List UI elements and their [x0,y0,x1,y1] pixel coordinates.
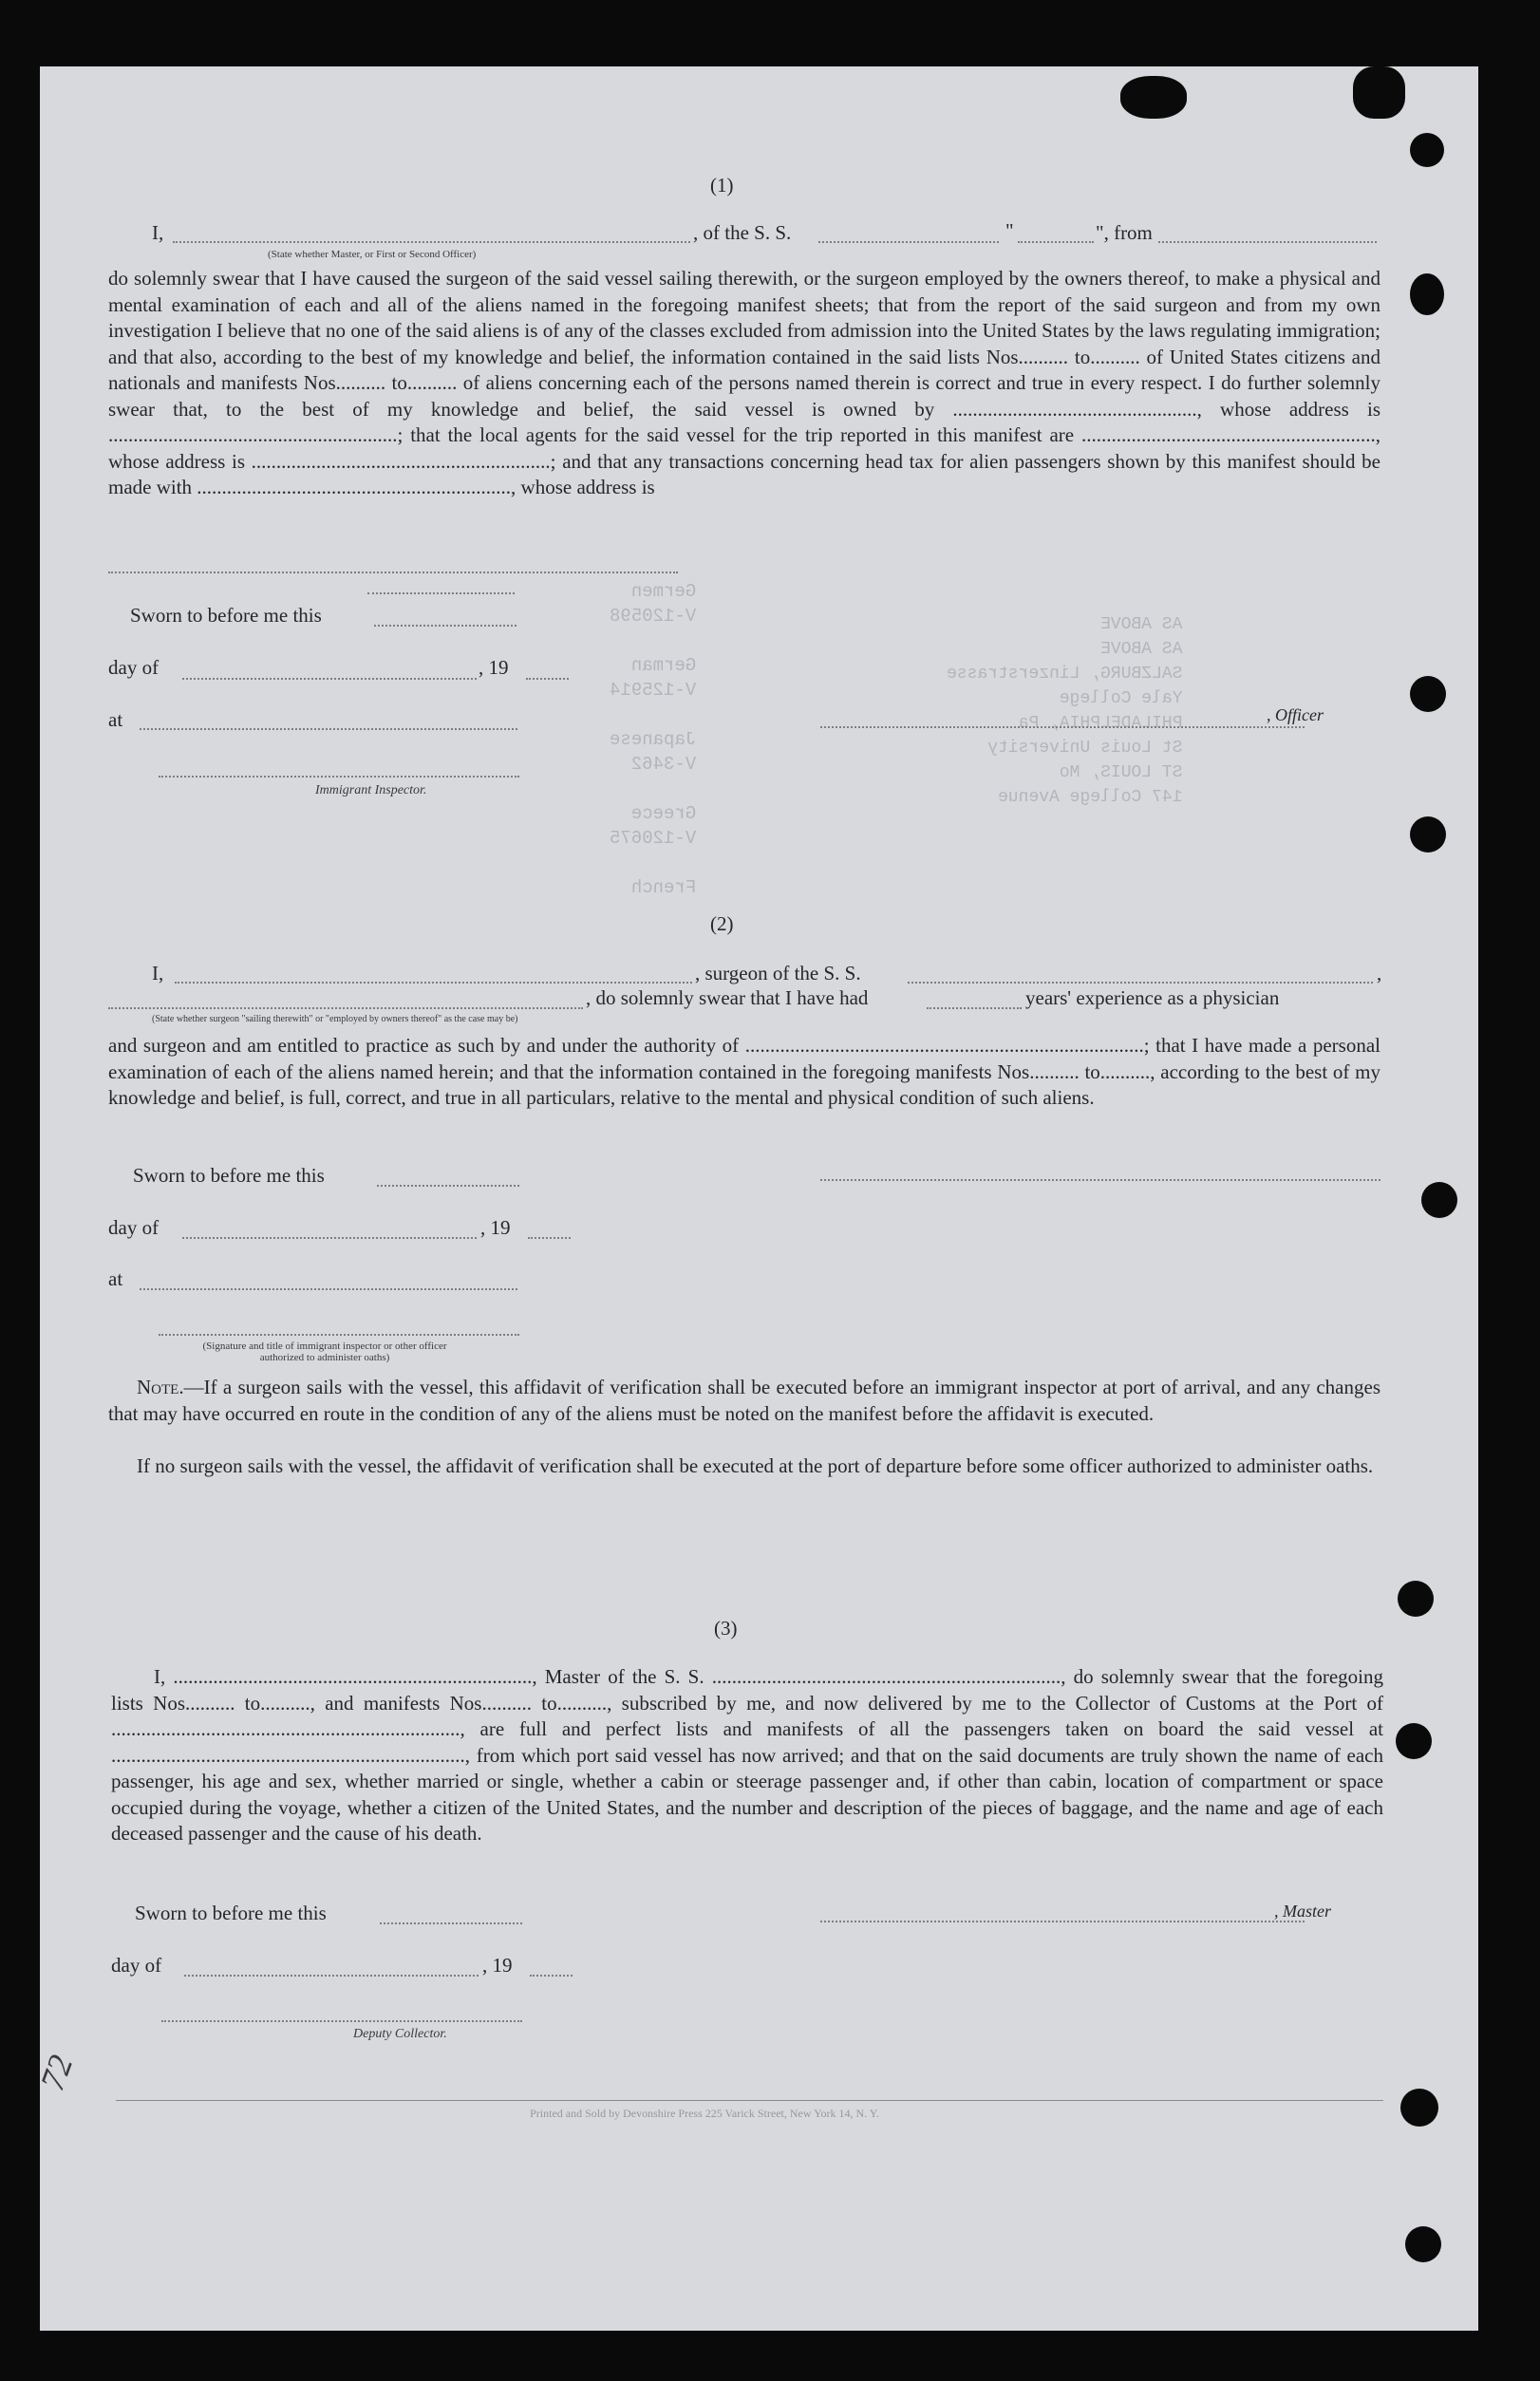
section-1-place-field[interactable] [140,728,517,730]
note-label: Note. [137,1376,184,1398]
section-3-day-field[interactable] [184,1975,479,1977]
section-2-place-field[interactable] [140,1288,517,1290]
punch-hole-5 [1421,1182,1457,1218]
punch-hole-7 [1396,1723,1432,1759]
surgeon-name-field[interactable] [175,982,692,984]
officer-label: , Officer [1267,705,1324,724]
section-1-quote: " [1005,219,1014,242]
note-paragraph-1 [108,1375,1380,1427]
margin-handwritten-note: 72 [32,2050,81,2096]
punch-hole-2 [1410,273,1444,315]
bleed-through-column-a: Germen V-120598 German V-125914 Japanese V-3462 Greece V-120675 French [610,581,697,898]
section-3-day-of: day of [111,1954,162,1977]
punch-hole-1 [1410,133,1444,167]
section-3-year-field[interactable] [530,1975,573,1977]
officer-title-field[interactable] [173,241,690,243]
section-2-year: , 19 [480,1216,511,1239]
section-1-at: at [108,708,123,731]
printer-imprint: Printed and Sold by Devonshire Press 225 Varick Street, New York 14, N. Y. [530,2107,879,2120]
document-page [32,66,1478,2331]
section-2-years: years' experience as a physician [1025,986,1280,1009]
section-1-from: ", from [1096,221,1153,244]
section-2-sworn: Sworn to before me this [133,1164,325,1187]
section-1-sworn: Sworn to before me this [130,604,322,627]
section-2-i: I, [152,962,164,984]
section-2-number: (2) [710,912,734,935]
officer-signature-field[interactable] [820,726,1305,728]
deputy-collector-signature-field[interactable] [161,2020,522,2022]
section-2-day-of: day of [108,1216,160,1239]
section-1-i: I, [152,221,164,244]
section-2-surgeon-of: , surgeon of the S. S. [695,962,861,984]
departure-port-field[interactable] [1158,241,1377,243]
note-text: —If a surgeon sails with the vessel, this affidavit of verification shall be executed before an immigrant inspector at port of arrival, and any changes that may have occurred en route in the condition of any of the aliens must be noted on the manifest before the affidavit is executed. [108,1376,1380,1425]
footer-rule [116,2100,1383,2101]
top-right-corner-blot [1353,66,1405,119]
section-1-oath-text: do solemnly swear that I have caused the surgeon of the said vessel sailing therewith, or the surgeon employed by the owners thereof, to make a physical and mental examination of each and all of the aliens named in the foregoing manifest sheets; that from the report of the said surgeon and from my own investigation I believe that no one of the said aliens is of any of the classes excluded from admission into the United States by the laws regulating immigration; and that also, according to the best of my knowledge and belief, the information contained in the said lists Nos.......... to.......... of United States citizens and nationals and manifests Nos.......... to.......... of aliens concerning each of the persons named therein is correct and true in every respect. I do further solemnly swear that, to the best of my knowledge and belief, the said vessel is owned by ................................................., whose address is ..........................................................; that the local agents for the said vessel for the trip reported in this manifest are ..........................................................., whose address is ............................................................; and that any transactions concerning head tax for alien passengers shown by this manifest should be made with ..............................................................., whose address is [108,267,1380,498]
punch-hole-4 [1410,816,1446,853]
signature-dots [367,592,515,594]
master-signature-field[interactable] [820,1921,1305,1922]
punch-hole-8 [1400,2089,1438,2127]
section-1-of-ss: , of the S. S. [693,221,792,244]
section-2-surgeon-signature-field[interactable] [820,1179,1380,1181]
immigrant-inspector-caption: Immigrant Inspector. [315,783,427,797]
section-3-number: (3) [714,1617,738,1640]
section-2-comma: , [1377,962,1382,984]
vessel-name-field[interactable] [818,241,999,243]
deputy-collector-caption: Deputy Collector. [353,2027,447,2041]
section-2-oath-text: and surgeon and am entitled to practice as such by and under the authority of ................................................................................; that I have made a personal examination of each of the aliens named herein; and that the information contained in the foregoing manifests Nos.......... to.........., according to the best of my knowledge and belief, is full, correct, and true in all particulars, relative to the mental and physical condition of such aliens. [108,1034,1380,1109]
section-2-signature-caption: (Signature and title of immigrant inspector or other officer authorized to administer oaths) [202,1340,447,1363]
master-label: , Master [1274,1902,1331,1921]
section-1-year-field[interactable] [526,678,569,680]
bleed-through-column-b: AS ABOVE AS ABOVE SALZBURG, Linzerstrasse Yale College PHILADELPHIA, Pa St Louis University ST LOUIS, Mo 147 College Avenue [947,615,1183,807]
punch-hole-6 [1398,1581,1434,1617]
section-1-sworn-date-field[interactable] [374,625,516,627]
address-continuation-field[interactable] [108,572,678,573]
section-2-inspector-signature-field[interactable] [159,1334,519,1336]
section-1-number: (1) [710,174,734,197]
section-1-year: , 19 [479,656,509,679]
section-2-day-field[interactable] [182,1237,477,1239]
section-3-sworn-date-field[interactable] [380,1922,522,1924]
surgeon-status-caption: (State whether surgeon "sailing therewith" or "employed by owners thereof" as the case may be) [152,1014,518,1024]
punch-hole-9 [1405,2226,1441,2262]
section-1-inspector-signature-field[interactable] [159,776,519,778]
section-1-day-field[interactable] [182,678,477,680]
years-experience-field[interactable] [927,1007,1022,1009]
section-3-year: , 19 [482,1954,513,1977]
surgeon-vessel-field[interactable] [908,982,1373,984]
section-2-at: at [108,1267,123,1290]
section-3-sworn: Sworn to before me this [135,1902,327,1924]
section-2-year-field[interactable] [528,1237,571,1239]
officer-title-caption: (State whether Master, or First or Second Officer) [268,249,477,260]
note-paragraph-2: If no surgeon sails with the vessel, the affidavit of verification shall be executed at the port of departure before some officer authorized to administer oaths. [137,1454,1374,1477]
punch-hole-3 [1410,676,1446,712]
surgeon-status-field[interactable] [108,1007,583,1009]
top-ink-blot [1120,76,1187,119]
section-2-swear: , do solemnly swear that I have had [586,986,869,1009]
section-3-oath-text: I, ........................................................................, Master of the S. S. ......................................................................, do solemnly swear that the foregoing lists Nos.......... to.........., and manifests Nos.......... to.........., subscribed by me, and now delivered by me to the Collector of Customs at the Port of ......................................................................, are full and perfect lists and manifests of all the passengers taken on board the said vessel at ......................................................................., from which port said vessel has now arrived; and that on the said documents are truly shown the name of each passenger, his age and sex, whether married or single, whether a cabin or steerage passenger and, if other than cabin, location of compartment or space occupied during the voyage, whether a citizen of the United States, and the number and description of the pieces of baggage, and the name and age of each deceased passenger and the cause of his death. [111,1665,1383,1845]
vessel-name-field-2[interactable] [1018,241,1094,243]
section-1-day-of: day of [108,656,160,679]
section-2-sworn-date-field[interactable] [377,1185,519,1187]
